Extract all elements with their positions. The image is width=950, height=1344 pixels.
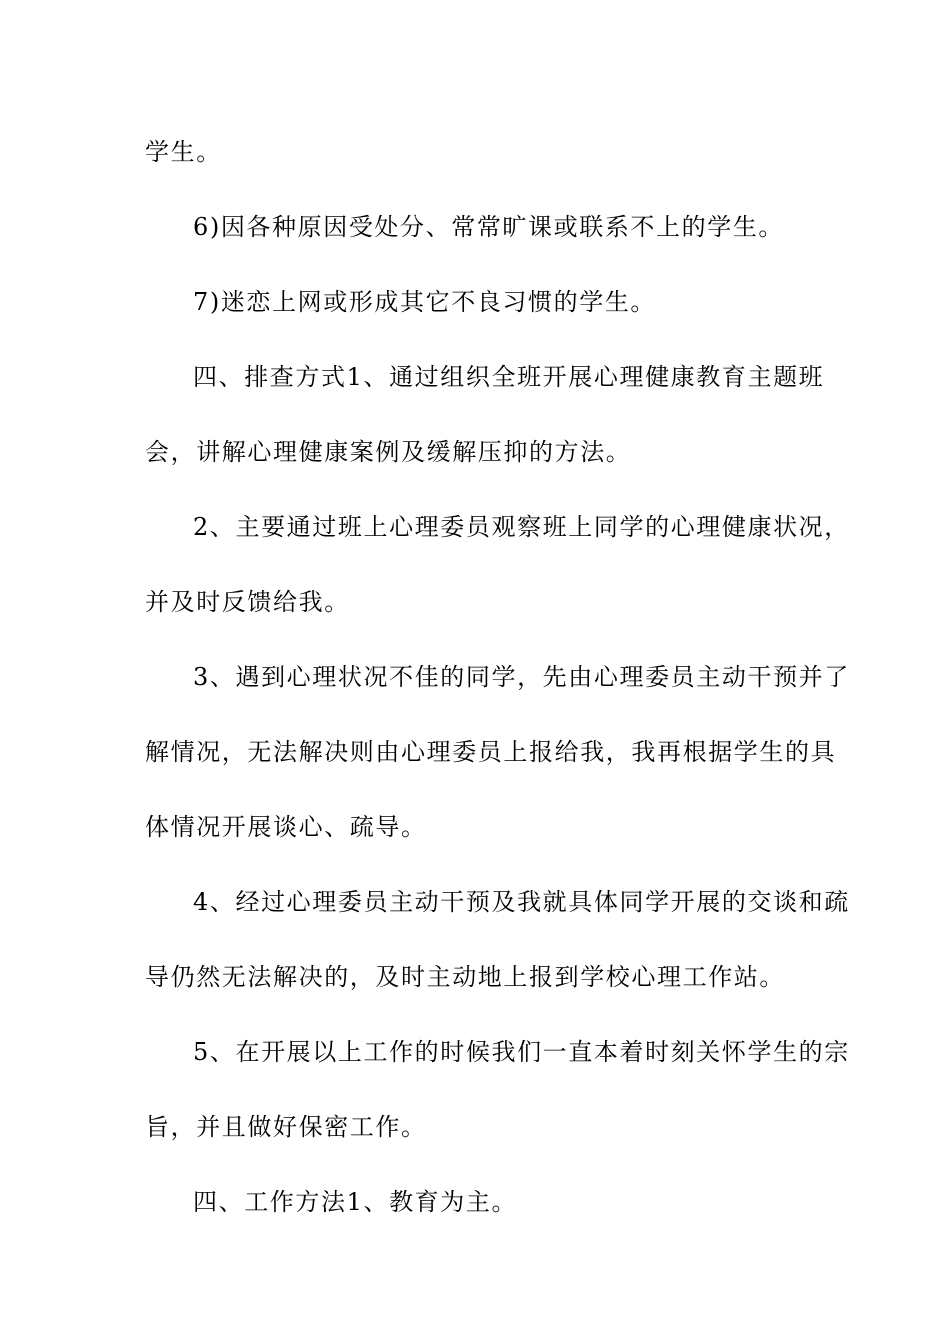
text-line: 体情况开展谈心、疏导。 bbox=[145, 813, 427, 841]
text-line: 6)因各种原因受处分、常常旷课或联系不上的学生。 bbox=[193, 213, 785, 241]
text-line: 四、工作方法1、教育为主。 bbox=[193, 1188, 518, 1216]
text-line: 2、主要通过班上心理委员观察班上同学的心理健康状况， bbox=[193, 513, 850, 541]
text-line: 旨，并且做好保密工作。 bbox=[145, 1113, 427, 1141]
text-line: 7)迷恋上网或形成其它不良习惯的学生。 bbox=[193, 288, 657, 316]
text-line: 5、在开展以上工作的时候我们一直本着时刻关怀学生的宗 bbox=[193, 1038, 850, 1066]
text-line: 3、遇到心理状况不佳的同学，先由心理委员主动干预并了 bbox=[193, 663, 850, 691]
text-line: 4、经过心理委员主动干预及我就具体同学开展的交谈和疏 bbox=[193, 888, 850, 916]
text-line: 会，讲解心理健康案例及缓解压抑的方法。 bbox=[145, 438, 632, 466]
text-line: 导仍然无法解决的，及时主动地上报到学校心理工作站。 bbox=[145, 963, 785, 991]
text-line: 解情况，无法解决则由心理委员上报给我，我再根据学生的具 bbox=[145, 738, 837, 766]
text-line: 并及时反馈给我。 bbox=[145, 588, 350, 616]
text-line: 学生。 bbox=[145, 138, 222, 166]
text-line: 四、排查方式1、通过组织全班开展心理健康教育主题班 bbox=[193, 363, 825, 391]
